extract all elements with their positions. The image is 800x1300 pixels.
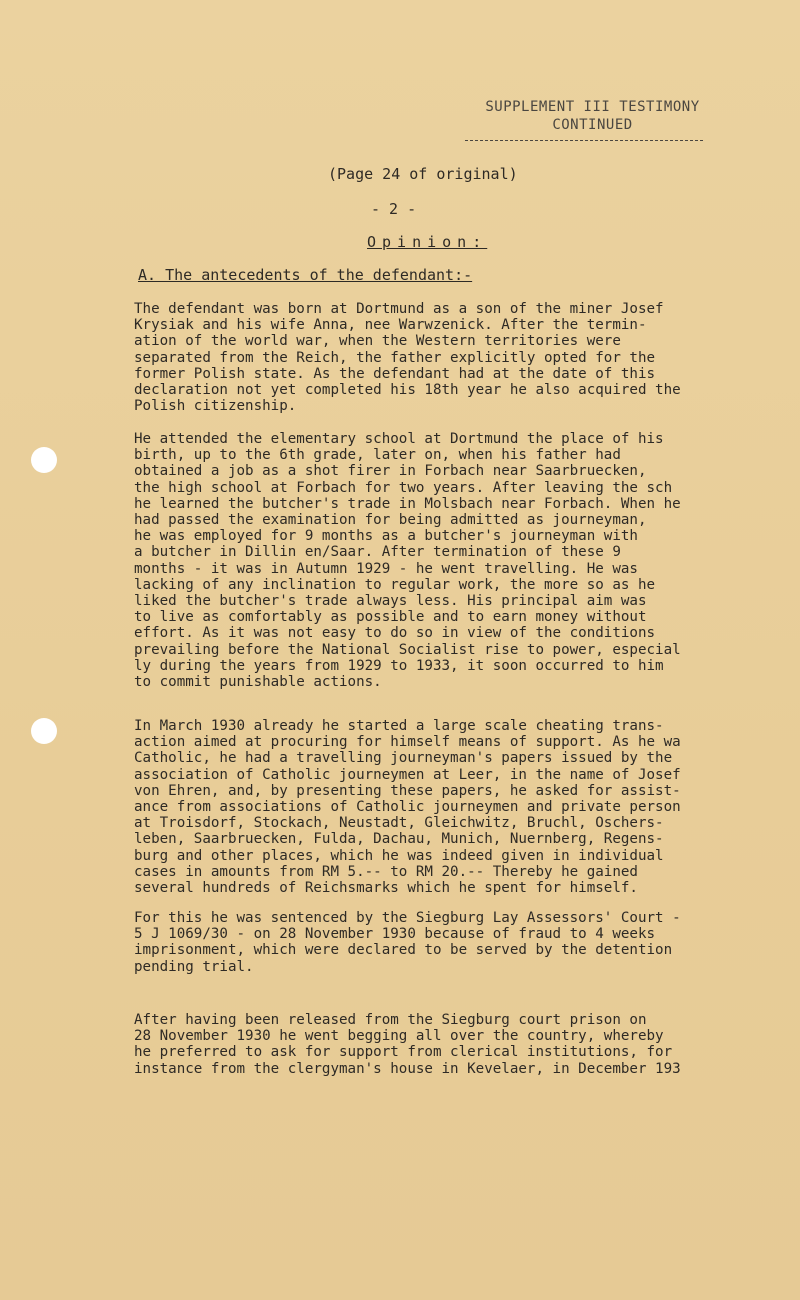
original-page-note: (Page 24 of original) (328, 165, 518, 183)
punch-hole-icon (31, 447, 57, 473)
punch-hole-icon (31, 718, 57, 744)
header-title-line1: SUPPLEMENT III TESTIMONY (485, 99, 700, 115)
section-heading: A. The antecedents of the defendant:- (138, 266, 473, 284)
paragraph-begging: After having been released from the Siegburg court prison on 28 November 1930 he went begging all over the country, whereby he preferred to ask for support from clerical institutions, for instance from the clergyman's house in Kevelaer, in December 193 (134, 1012, 681, 1077)
paragraph-birth-citizenship: The defendant was born at Dortmund as a son of the miner Josef Krysiak and his wife Anna, nee Warwzenick. After the termin- ation of the world war, when the Western territories were separated from the Reich, the father explicitly opted for the former Polish state. As the defendant had at the date of this declaration not yet completed his 18th year he also acquired the Polish citizenship. (134, 301, 681, 415)
header-divider (465, 140, 703, 141)
header-title-line2: CONTINUED (552, 117, 633, 133)
page-number: - 2 - (371, 200, 417, 218)
paragraph-education-employment: He attended the elementary school at Dortmund the place of his birth, up to the 6th grade, later on, when his father had obtained a job as a shot firer in Forbach near Saarbruecken, the high school at Forbach for two years. After leaving the sch he learned the butcher's trade in Molsbach near Forbach. When he had passed the examination for being admitted as journeyman, he was employed for 9 months as a butcher's journeyman with a butcher in Dillin en/Saar. After termination of these 9 months - it was in Autumn 1929 - he went travelling. He was lacking of any inclination to regular work, the more so as he liked the butcher's trade always less. His principal aim was to live as comfortably as possible and to earn money without effort. As it was not easy to do so in view of the conditions prevailing before the National Socialist rise to power, especial ly during the years from 1929 to 1933, it soon occurred to him to commit punishable actions. (134, 431, 681, 691)
paragraph-sentence: For this he was sentenced by the Siegburg Lay Assessors' Court - 5 J 1069/30 - on 28 November 1930 because of fraud to 4 weeks imprisonment, which were declared to be served by the detention pending trial. (134, 910, 681, 975)
opinion-heading: Opinion: (367, 233, 488, 251)
paragraph-cheating-transaction: In March 1930 already he started a large scale cheating trans- action aimed at procuring for himself means of support. As he wa Catholic, he had a travelling journeyman's papers issued by the association of Catholic journeymen at Leer, in the name of Josef von Ehren, and, by presenting these papers, he asked for assist- ance from associations of Catholic journeymen and private person at Troisdorf, Stockach, Neustadt, Gleichwitz, Bruchl, Oschers- leben, Saarbruecken, Fulda, Dachau, Munich, Nuernberg, Regens- burg and other places, which he was indeed given in individual cases in amounts from RM 5.-- to RM 20.-- Thereby he gained several hundreds of Reichsmarks which he spent for himself. (134, 718, 681, 897)
header-title (430, 98, 755, 134)
